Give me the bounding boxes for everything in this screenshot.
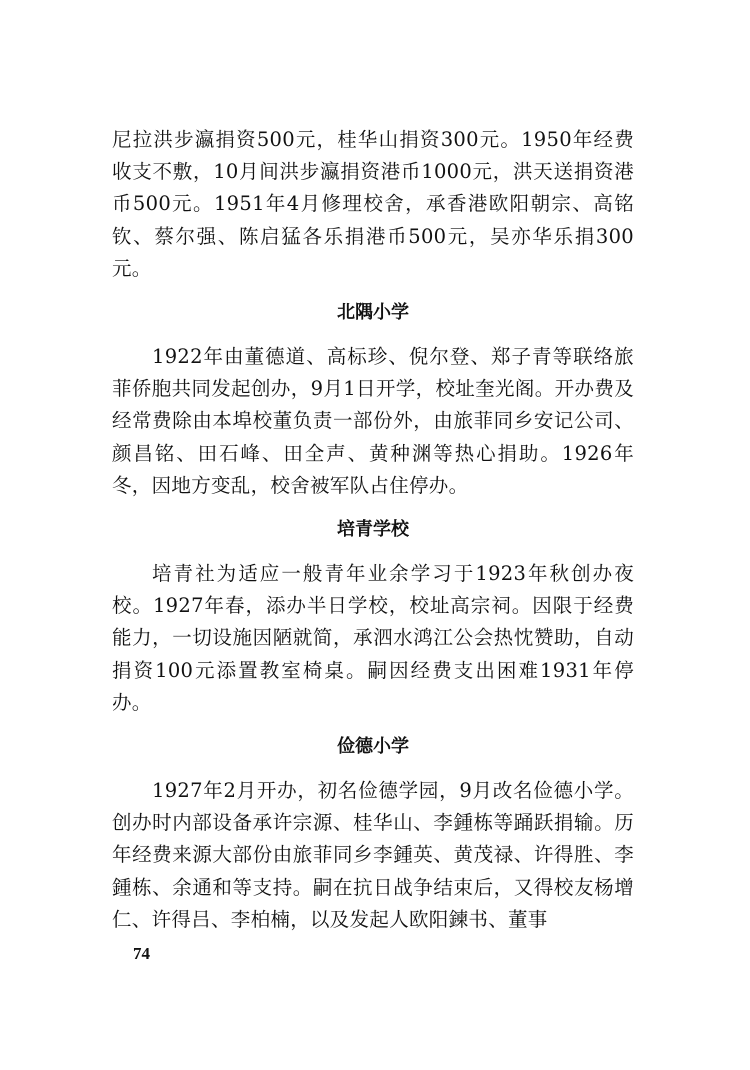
continued-paragraph: 尼拉洪步瀛捐资500元，桂华山捐资300元。1950年经费收支不敷，10月间洪步瀛捐资港币1000元，洪天送捐资港币500元。1951年4月修理校舍，承香港欧阳朝宗、高铭钦、蔡尔强、陈启猛各乐捐港币500元，吴亦华乐捐300元。	[112, 128, 634, 280]
page-body	[112, 124, 634, 936]
paragraph-jiande: 1927年2月开办，初名俭德学园，9月改名俭德小学。创办时内部设备承许宗源、桂华山、李鍾栋等踊跃捐输。历年经费来源大部份由旅菲同乡李鍾英、黄茂禄、许得胜、李鍾栋、余通和等支持。嗣在抗日战争结束后，又得校友杨增仁、许得吕、李柏楠，以及发起人欧阳鍊书、董事	[112, 779, 634, 931]
page-number: 74	[133, 944, 150, 963]
section-heading-beiyu: 北隅小学	[337, 302, 409, 324]
paragraph-beiyu: 1922年由董德道、高标珍、倪尔登、郑子青等联络旅菲侨胞共同发起创办，9月1日开学，校址奎光阁。开办费及经常费除由本埠校董负责一部份外，由旅菲同乡安记公司、颜昌铭、田石峰、田全声、黄种渊等热心捐助。1926年冬，因地方变乱，校舍被军队占住停办。	[112, 345, 634, 497]
section-heading-jiande: 俭德小学	[337, 736, 409, 758]
section-heading-peiqing: 培青学校	[337, 519, 409, 541]
paragraph-peiqing: 培青社为适应一般青年业余学习于1923年秋创办夜校。1927年春，添办半日学校，校址高宗祠。因限于经费能力，一切设施因陋就简，承泗水鸿江公会热忱赞助，自动捐资100元添置教室椅桌。嗣因经费支出困难1931年停办。	[112, 562, 634, 714]
